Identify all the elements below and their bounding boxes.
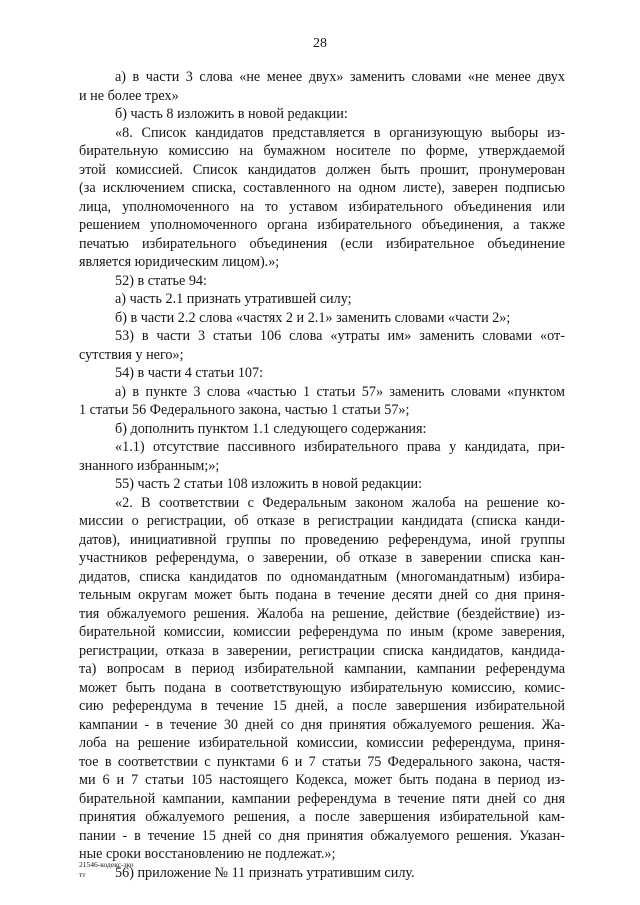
text-line: сию референдума в течение 15 дней, а после завершения избирательной	[79, 698, 565, 714]
text-line: б) в части 2.2 слова «частях 2 и 2.1» заменить словами «части 2»;	[115, 309, 511, 326]
text-line: лица, уполномоченного на то уставом избирательного объединения или	[79, 198, 565, 215]
text-line: кампании - в течение 30 дней со дня принятия обжалуемого решения. Жа-	[79, 716, 565, 733]
text-line: этой комиссией. Список кандидатов должен быть прошит, пронумерован	[79, 161, 565, 178]
text-line: миссии о регистрации, об отказе в регистрации кандидата (списка канди-	[79, 513, 565, 529]
text-line: бирательную комиссию на бумажном носителе по форме, утверждаемой	[79, 143, 565, 159]
text-line: решением уполномоченного органа избирательного объединения, а также	[79, 217, 565, 233]
text-line: а) часть 2.1 признать утратившей силу;	[115, 291, 352, 307]
text-line: пании - в течение 15 дней со дня принятия обжалуемого решения. Указан-	[79, 827, 565, 844]
text-line: регистрации, отказа в заверении, регистрации списка кандидатов, кандида-	[79, 642, 565, 659]
text-line: датов), инициативной группы по проведению референдума, иной группы	[79, 531, 565, 548]
text-line: принятия обжалуемого решения, а после завершения избирательной кам-	[79, 809, 565, 825]
document-footer	[79, 860, 133, 880]
text-line: участников референдума, о заверении, об отказе в заверении списка кан-	[79, 550, 565, 566]
text-line: 55) часть 2 статьи 108 изложить в новой редакции:	[115, 476, 423, 492]
text-line: та) вопросам в период избирательной кампании, кампании референдума	[79, 661, 565, 677]
text-line: ми 6 и 7 статьи 105 настоящего Кодекса, может быть подана в период из-	[79, 772, 565, 788]
body-text	[79, 68, 565, 882]
text-line: тия обжалуемого решения. Жалоба на решение, действие (бездействие) из-	[79, 605, 565, 622]
text-line: 54) в части 4 статьи 107:	[115, 365, 264, 381]
text-line: а) в части 3 слова «не менее двух» заменить словами «не менее двух	[115, 69, 565, 85]
text-line: 56) приложение № 11 признать утратившим силу.	[115, 864, 415, 881]
text-line: дидатов, списка кандидатов по одномандатным (многомандатным) избира-	[79, 568, 565, 585]
text-line: ные сроки восстановлению не подлежат.»;	[79, 846, 336, 862]
text-line: «8. Список кандидатов представляется в организующую выборы из-	[115, 124, 565, 141]
text-line: а) в пункте 3 слова «частью 1 статьи 57» заменить словами «пунктом	[115, 383, 565, 400]
text-line: 1 статьи 56 Федерального закона, частью 1 статьи 57»;	[79, 402, 410, 418]
text-line: знанного избранным;»;	[79, 457, 220, 474]
text-line: «2. В соответствии с Федеральным законом жалоба на решение ко-	[115, 494, 565, 511]
text-line: является юридическим лицом).»;	[79, 254, 280, 270]
text-line: тое в соответствии с пунктами 6 и 7 статьи 75 Федерального закона, частя-	[79, 753, 565, 770]
text-line: б) дополнить пунктом 1.1 следующего содержания:	[115, 420, 427, 437]
page-number: 28	[313, 36, 327, 51]
text-line: печатью избирательного объединения (если избирательное объединение	[79, 235, 565, 252]
text-line: б) часть 8 изложить в новой редакции:	[115, 106, 348, 122]
text-line: тельным округам может быть подана в течение десяти дней со дня приня-	[79, 587, 565, 603]
text-line: 53) в части 3 статьи 106 слова «утраты им» заменить словами «от-	[115, 328, 565, 344]
text-line: бирательной комиссии, комиссии референдума по иным (кроме заверения,	[79, 624, 565, 640]
footer-initials: тт	[79, 870, 86, 879]
text-line: (за исключением списка, составленного на одном листе), заверен подписью	[79, 180, 565, 196]
text-line: лоба на решение избирательной комиссии, комиссии референдума, приня-	[79, 735, 565, 751]
footer-doc-code: 21546-кодекс-зко	[79, 860, 134, 869]
text-line: бирательной кампании, кампании референдума в течение пяти дней со дня	[79, 790, 565, 807]
text-line: может быть подана в соответствующую избирательную комиссию, комис-	[79, 679, 565, 696]
text-line: и не более трех»	[79, 87, 179, 104]
text-line: 52) в статье 94:	[115, 272, 207, 289]
text-line: сутствия у него»;	[79, 346, 184, 363]
text-line: «1.1) отсутствие пассивного избирательного права у кандидата, при-	[115, 439, 565, 455]
